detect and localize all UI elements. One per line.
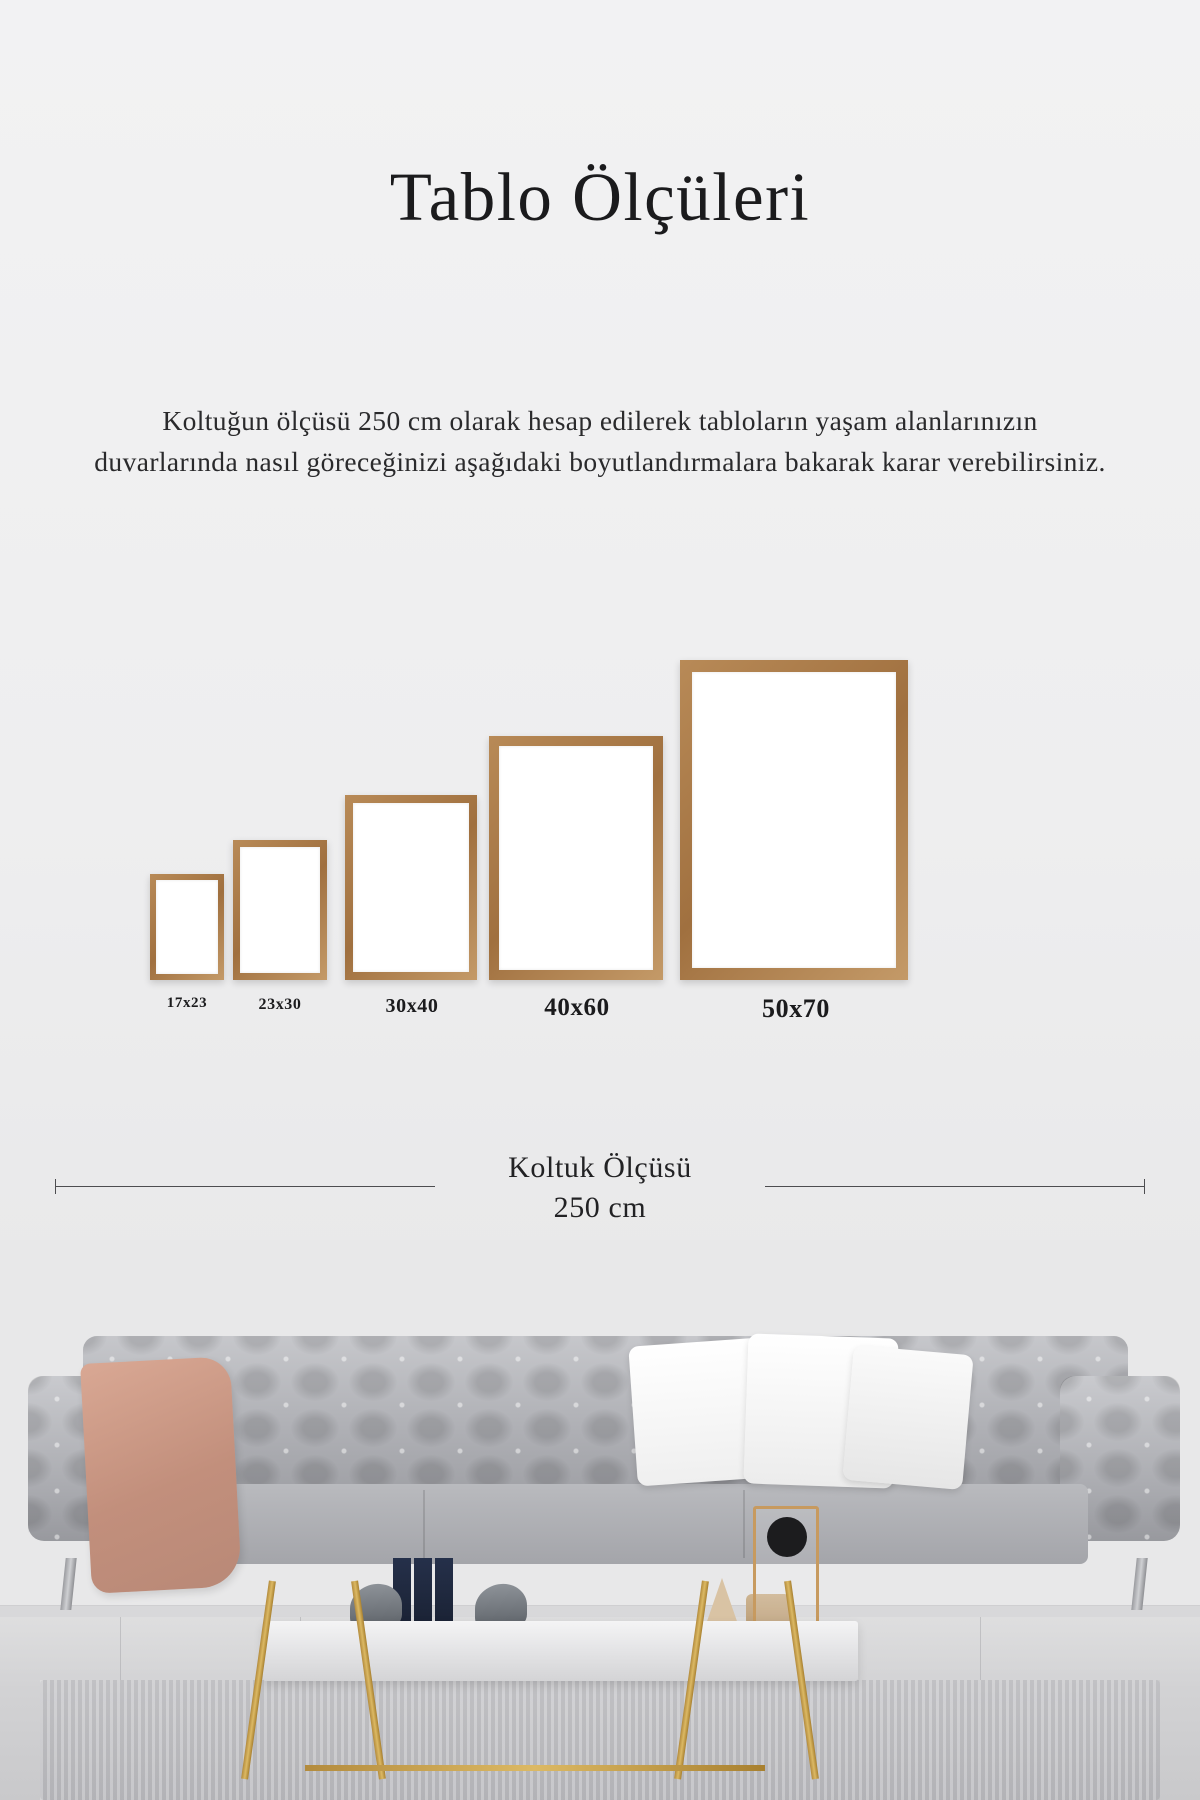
page-title: Tablo Ölçüleri: [389, 159, 811, 235]
sofa-measure-label: Koltuk Ölçüsü: [508, 1151, 692, 1184]
description-text: Koltuğun ölçüsü 250 cm olarak hesap edilerek tabloların yaşam alanlarınızın duvarlarında nasıl göreceğinizi aşağıdaki boyutlandırmalara bakarak karar verebilirsiniz.: [94, 405, 1106, 477]
lantern-sphere: [767, 1517, 807, 1557]
frame-label: 50x70: [762, 994, 830, 1023]
picture-frame: [233, 840, 327, 980]
cushion: [842, 1345, 973, 1490]
frame-size-chart: [0, 660, 1200, 1080]
measure-cap-right: [1144, 1179, 1145, 1194]
measure-rule-right: [765, 1186, 1145, 1187]
frame-mat: [240, 847, 320, 973]
throw-blanket: [80, 1356, 242, 1594]
picture-frame: [489, 736, 663, 980]
sofa-leg: [60, 1558, 76, 1610]
frame-label: 17x23: [166, 995, 208, 1011]
picture-frame: [150, 874, 224, 980]
sofa-measure-value: 250 cm: [553, 1191, 647, 1224]
frame-item-50x70: [680, 700, 920, 1080]
sofa-measure-text: [0, 1148, 1200, 1228]
frame-mat: [156, 880, 218, 974]
picture-frame: [345, 795, 477, 980]
measure-cap-left: [55, 1179, 56, 1194]
coffee-table-legs: [245, 1580, 815, 1790]
frame-item-40x60: [489, 740, 679, 1080]
frame-label: 23x30: [258, 996, 302, 1013]
frame-label: 40x60: [544, 994, 610, 1021]
frame-label: 30x40: [385, 995, 439, 1017]
frame-item-23x30: [233, 810, 353, 1080]
sofa-leg: [1131, 1558, 1147, 1610]
living-room-scene: [0, 1240, 1200, 1800]
frame-mat: [499, 746, 653, 970]
measure-rule-left: [55, 1186, 435, 1187]
frame-mat: [353, 803, 469, 972]
measure-rule: [55, 1186, 1145, 1188]
picture-frame: [680, 660, 908, 980]
sofa-seat: [123, 1484, 1088, 1564]
frame-item-30x40: [345, 780, 505, 1080]
frame-mat: [692, 672, 896, 968]
